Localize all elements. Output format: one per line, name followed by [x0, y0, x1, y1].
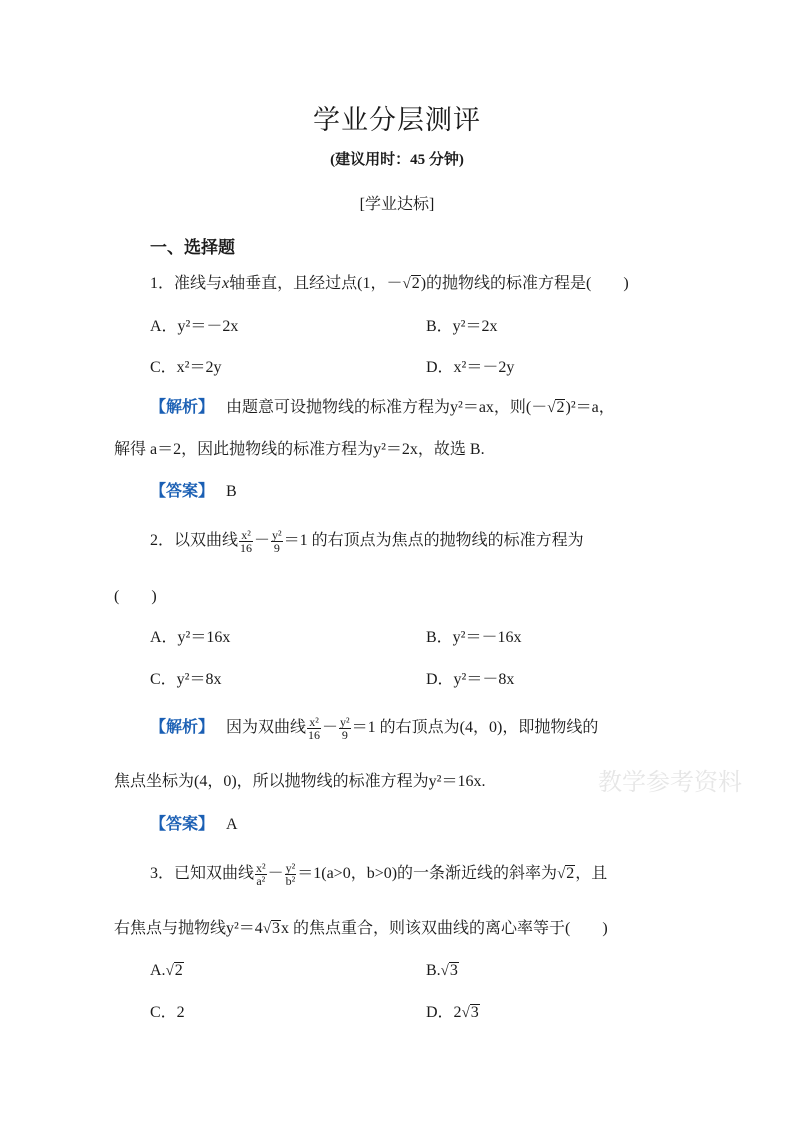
q3-stem: 3．已知双曲线 $\frac{\text{x²}}{\text{a²}}$ － $\frac{\text{y²}}{\text{b²}}$ ＝1(a>0，b>0)的一条渐近线的斜率为√2，且	[150, 861, 608, 888]
q2-stem: 2．以双曲线 $\frac{\text{x²}}{16}$ － $\frac{\text{y²}}{9}$ ＝1 的右顶点为焦点的抛物线的标准方程为	[150, 528, 584, 555]
q2-answer: 【答案】 A	[150, 816, 238, 833]
q2-option-a: A．y²＝16x	[150, 629, 231, 646]
analysis-tag: 【解析】	[150, 719, 215, 737]
q1-analysis-cont: 解得 a＝2，因此抛物线的标准方程为y²＝2x，故选 B.	[114, 441, 485, 458]
q3-option-a: A.√2	[150, 962, 183, 979]
q2-option-d: D．y²＝－8x	[426, 671, 515, 688]
analysis-tag: 【解析】	[150, 399, 215, 416]
fraction: $\frac{\text{x²}}{\text{a²}}$	[256, 861, 266, 888]
answer-tag: 【答案】	[150, 816, 215, 833]
q1-option-d: D．x²＝－2y	[426, 359, 515, 376]
section-heading: 一、选择题	[150, 238, 235, 257]
fraction: $\frac{\text{y²}}{9}$	[340, 715, 350, 742]
q1-stem: 1．准线与x轴垂直，且经过点(1，－√2)的抛物线的标准方程是( )	[150, 275, 629, 292]
q1-option-c: C．x²＝2y	[150, 359, 222, 376]
q3-stem-cont: 右焦点与抛物线y²＝4√3x 的焦点重合，则该双曲线的离心率等于( )	[114, 920, 608, 937]
fraction: $\frac{\text{y²}}{\text{b²}}$	[285, 861, 296, 888]
q1-option-a: A．y²＝－2x	[150, 318, 239, 335]
q1-analysis: 【解析】 由题意可设抛物线的标准方程为y²＝ax，则(－√2)²＝a，	[150, 399, 615, 416]
q1-answer: 【答案】 B	[150, 483, 237, 500]
q3-option-c: C．2	[150, 1004, 185, 1021]
fraction: $\frac{\text{x²}}{16}$	[240, 528, 253, 555]
q2-analysis: 【解析】 因为双曲线 $\frac{\text{x²}}{16}$ － $\frac{\text{y²}}{9}$ ＝1 的右顶点为(4，0)，即抛物线的	[150, 715, 599, 742]
q2-analysis-cont: 焦点坐标为(4，0)，所以抛物线的标准方程为y²＝16x.	[114, 773, 486, 790]
fraction: $\frac{\text{y²}}{9}$	[272, 528, 282, 555]
page-subtitle: (建议用时：45 分钟)	[330, 152, 464, 168]
answer-tag: 【答案】	[150, 483, 215, 500]
watermark: 教学参考资料	[598, 768, 742, 796]
q2-stem-cont: ( )	[114, 588, 157, 605]
q1-option-b: B．y²＝2x	[426, 318, 498, 335]
q2-option-b: B．y²＝－16x	[426, 629, 522, 646]
section-band: [学业达标]	[359, 196, 435, 213]
q3-option-d: D．2√3	[426, 1004, 479, 1021]
fraction: $\frac{\text{x²}}{16}$	[308, 715, 321, 742]
page-title: 学业分层测评	[313, 105, 481, 135]
q2-option-c: C．y²＝8x	[150, 671, 222, 688]
q3-option-b: B.√3	[426, 962, 458, 979]
